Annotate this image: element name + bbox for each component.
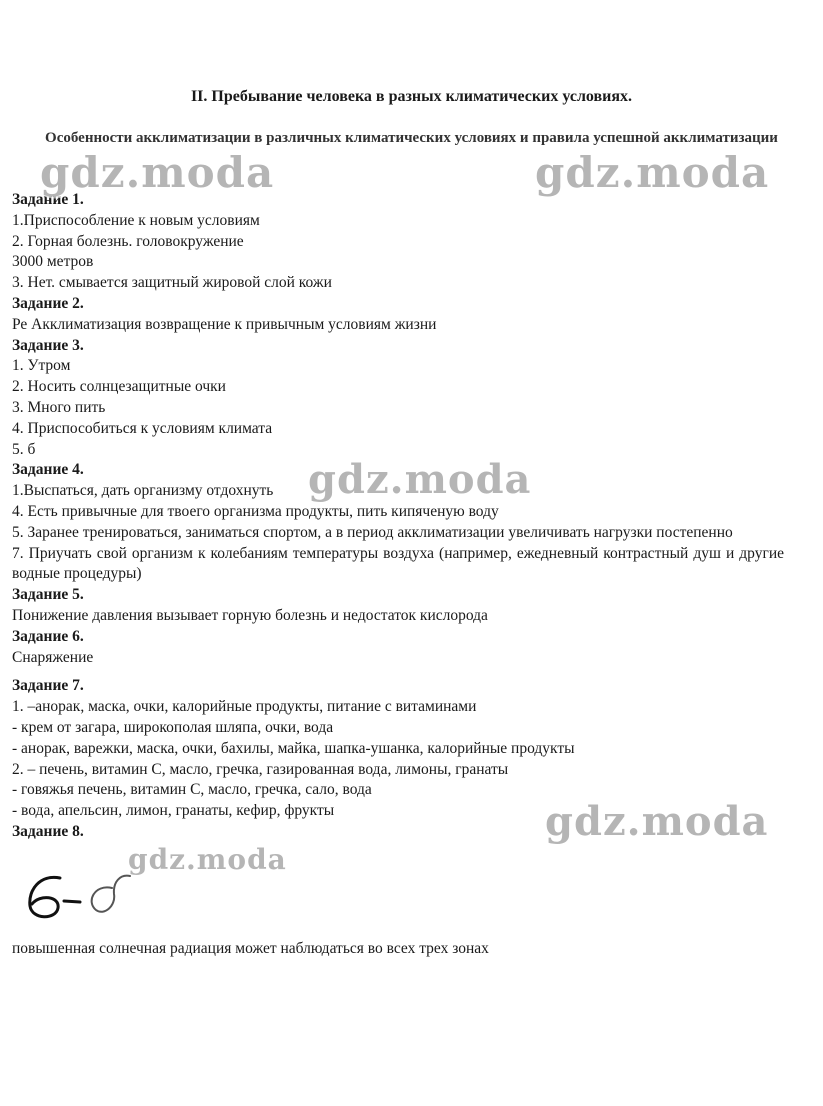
answer-line: Снаряжение [12,648,94,666]
answer-line: 2. Горная болезнь. головокружение [12,232,244,250]
answer-line: - говяжья печень, витамин С, масло, гречка, сало, вода [12,781,372,799]
answer-line: 3. Нет. смывается защитный жировой слой кожи [12,274,332,292]
answer-line: 5. Заранее тренироваться, заниматься спортом, а в период акклиматизации увеличивать нагрузки постепенно [12,523,733,541]
answer-line: 7. Приучать свой организм к колебаниям температуры воздуха (например, ежедневный контрастный душ и другие водные процедуры) [12,544,784,583]
task-heading: Задание 2. [12,294,84,312]
answer-line: - анорак, варежки, маска, очки, бахилы, майка, шапка-ушанка, калорийные продукты [12,739,575,757]
task-heading: Задание 1. [12,191,84,208]
answer-line: 1. Утром [12,357,71,375]
answer-line: 4. Есть привычные для твоего организма продукты, пить кипяченую воду [12,502,499,520]
page-title: II. Пребывание человека в разных климатических условиях. [190,88,633,105]
answer-line: 3000 метров [12,253,94,271]
answer-line: 4. Приспособиться к условиям климата [12,419,273,437]
answer-line: Понижение давления вызывает горную болезнь и недостаток кислорода [12,606,488,624]
answer-line: 5. б [12,440,36,458]
handwritten-answer-drawing [20,868,150,928]
final-answer-line: повышенная солнечная радиация может наблюдаться во всех трех зонах [12,940,489,957]
task-heading: Задание 3. [12,336,84,354]
answer-line: Ре Акклиматизация возвращение к привычным условиям жизни [12,315,437,333]
answer-line: 3. Много пить [12,398,106,416]
section-subtitle: Особенности акклиматизации в различных климатических условиях и правила успешной акклиматизации [45,130,778,146]
task-heading: Задание 7. [12,677,84,695]
answers-body [12,190,784,843]
watermark: gdz.moda [308,456,532,503]
task-heading: Задание 6. [12,627,84,645]
answer-line: - крем от загара, широкополая шляпа, очки, вода [12,718,334,736]
answer-line: 2. Носить солнцезащитные очки [12,378,226,396]
watermark: gdz.moda [128,843,287,876]
answer-line: 2. – печень, витамин С, масло, гречка, газированная вода, лимоны, гранаты [12,760,509,778]
watermark: gdz.moda [535,148,770,197]
answer-line: 1.Приспособление к новым условиям [12,211,260,229]
watermark: gdz.moda [40,148,275,197]
spacer [12,668,784,676]
answer-line: - вода, апельсин, лимон, гранаты, кефир, фрукты [12,802,335,820]
answer-line: 1. –анорак, маска, очки, калорийные продукты, питание с витаминами [12,698,477,716]
task-heading: Задание 4. [12,461,84,479]
watermark: gdz.moda [545,798,769,845]
task-heading: Задание 5. [12,586,84,604]
answer-line: 1.Выспаться, дать организму отдохнуть [12,482,274,500]
task-heading: Задание 8. [12,822,84,840]
